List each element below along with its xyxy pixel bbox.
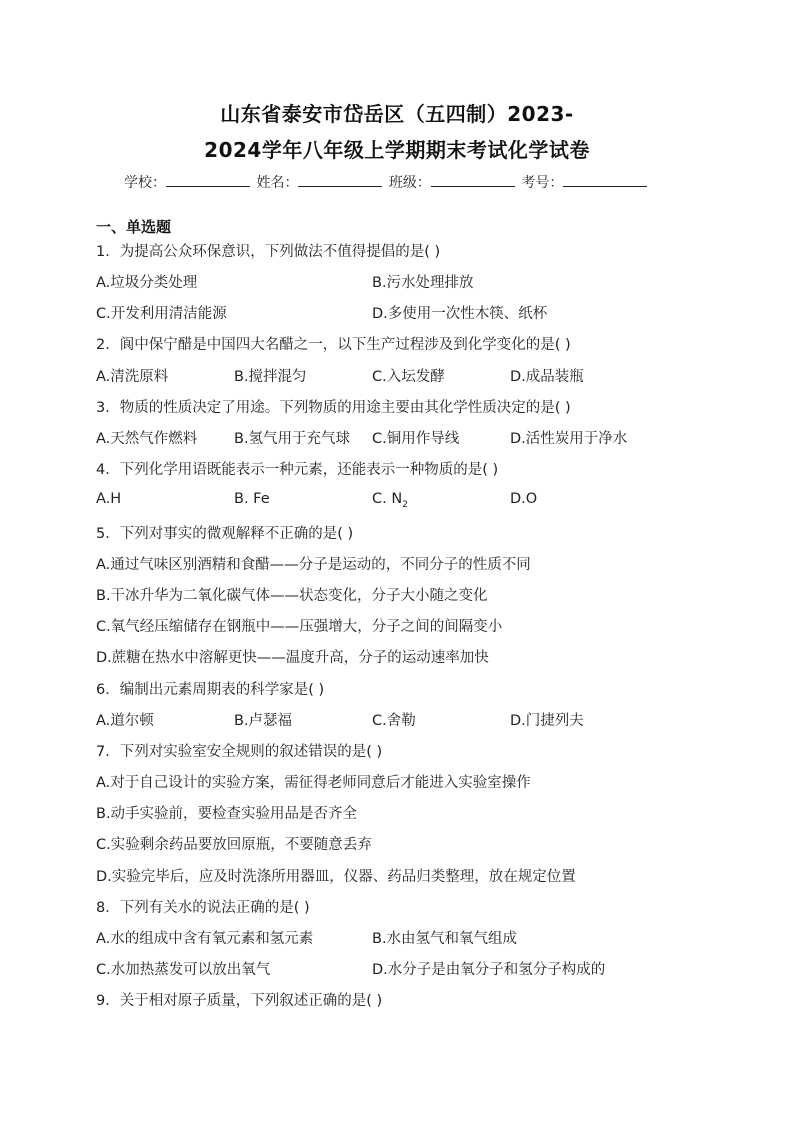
question-4-option-b: B. Fe — [234, 491, 270, 507]
question-1-option-d: D.多使用一次性木筷、纸杯 — [372, 306, 548, 322]
question-1-option-c: C.开发利用清洁能源 — [96, 306, 227, 322]
question-4-option-c-text: C. N — [372, 491, 403, 507]
question-4-option-c-subscript: 2 — [402, 499, 408, 510]
question-3-option-a: A.天然气作燃料 — [96, 431, 198, 447]
name-blank — [298, 174, 382, 187]
question-3-option-b: B.氢气用于充气球 — [234, 431, 351, 447]
student-info-row — [124, 172, 649, 192]
question-6-option-b: B.卢瑟福 — [234, 713, 293, 729]
question-2: 2．阆中保宁醋是中国四大名醋之一，以下生产过程涉及到化学变化的是( ) — [96, 337, 571, 353]
question-8-option-a: A.水的组成中含有氧元素和氢元素 — [96, 931, 314, 947]
question-3-option-d: D.活性炭用于净水 — [510, 431, 628, 447]
exam-no-blank — [563, 174, 647, 187]
question-5-option-a: A.通过气味区别酒精和食醋——分子是运动的，不同分子的性质不同 — [96, 557, 531, 573]
question-5: 5．下列对事实的微观解释不正确的是( ) — [96, 526, 354, 542]
question-4-option-d: D.O — [510, 491, 538, 507]
question-5-option-c: C.氧气经压缩储存在钢瓶中——压强增大，分子之间的间隔变小 — [96, 619, 503, 635]
question-9: 9．关于相对原子质量，下列叙述正确的是( ) — [96, 993, 383, 1009]
question-3-option-c: C.铜用作导线 — [372, 431, 460, 447]
class-blank — [431, 174, 515, 187]
question-8-option-d: D.水分子是由氧分子和氢分子构成的 — [372, 962, 606, 978]
question-2-option-b: B.搅拌混匀 — [234, 369, 307, 385]
question-1-option-b: B.污水处理排放 — [372, 275, 474, 291]
question-5-option-b: B.干冰升华为二氧化碳气体——状态变化，分子大小随之变化 — [96, 588, 488, 604]
question-7-option-d: D.实验完毕后，应及时洗涤所用器皿，仪器、药品归类整理，放在规定位置 — [96, 869, 576, 885]
section-heading: 一、单选题 — [96, 218, 172, 236]
name-label: 姓名： — [256, 175, 299, 191]
question-5-option-d: D.蔗糖在热水中溶解更快——温度升高，分子的运动速率加快 — [96, 650, 489, 666]
exam-no-label: 考号： — [521, 175, 564, 191]
question-4: 4．下列化学用语既能表示一种元素，还能表示一种物质的是( ) — [96, 462, 499, 478]
question-6-option-c: C.舍勒 — [372, 713, 416, 729]
question-7: 7．下列对实验室安全规则的叙述错误的是( ) — [96, 744, 383, 760]
question-2-option-a: A.清洗原料 — [96, 369, 169, 385]
question-1: 1．为提高公众环保意识，下列做法不值得提倡的是( ) — [96, 244, 441, 260]
question-1-option-a: A.垃圾分类处理 — [96, 275, 198, 291]
question-8: 8．下列有关水的说法正确的是( ) — [96, 900, 310, 916]
exam-title-line1: 山东省泰安市岱岳区（五四制）2023- — [220, 102, 574, 126]
school-label: 学校： — [124, 175, 166, 191]
question-8-option-c: C.水加热蒸发可以放出氧气 — [96, 962, 271, 978]
question-6-option-d: D.门捷列夫 — [510, 713, 584, 729]
question-8-option-b: B.水由氢气和氧气组成 — [372, 931, 518, 947]
question-7-option-c: C.实验剩余药品要放回原瓶，不要随意丢弃 — [96, 837, 372, 853]
question-2-option-c: C.入坛发酵 — [372, 369, 445, 385]
exam-title-line2: 2024学年八年级上学期期末考试化学试卷 — [204, 138, 590, 162]
question-6: 6．编制出元素周期表的科学家是( ) — [96, 682, 325, 698]
school-blank — [166, 174, 250, 187]
question-4-option-a: A.H — [96, 491, 122, 507]
class-label: 班级： — [388, 175, 431, 191]
question-3: 3．物质的性质决定了用途。下列物质的用途主要由其化学性质决定的是( ) — [96, 400, 571, 416]
question-2-option-d: D.成品装瓶 — [510, 369, 584, 385]
question-7-option-b: B.动手实验前，要检查实验用品是否齐全 — [96, 806, 358, 822]
question-4-option-c — [372, 491, 408, 510]
question-6-option-a: A.道尔顿 — [96, 713, 154, 729]
question-7-option-a: A.对于自己设计的实验方案，需征得老师同意后才能进入实验室操作 — [96, 775, 531, 791]
